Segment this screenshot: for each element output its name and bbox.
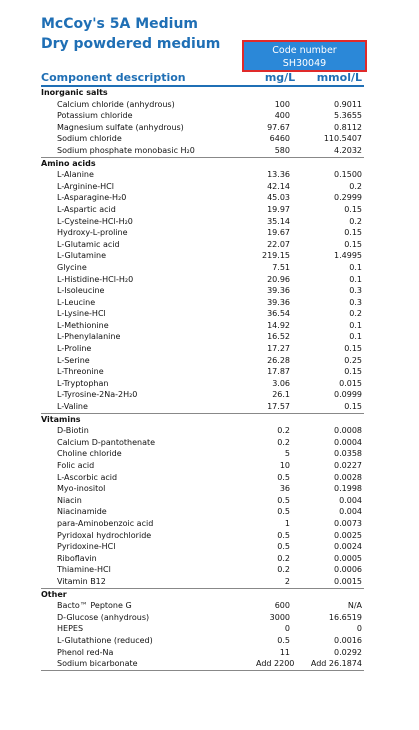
component-name: L-Methionine [57, 320, 109, 330]
table-row [41, 216, 364, 228]
mg-per-l-value: 0.5 [277, 635, 290, 645]
mmol-per-l-value: 0.2 [349, 216, 362, 226]
table-row [41, 169, 364, 181]
mg-per-l-value: 0.2 [277, 553, 290, 563]
section-title: Vitamins [41, 413, 364, 426]
mg-per-l-value: 6460 [269, 134, 290, 144]
mmol-per-l-value: 0.2999 [334, 193, 362, 203]
table-row [41, 297, 364, 309]
component-name: L-Phenylalanine [57, 332, 121, 342]
mmol-per-l-value: 0.0005 [334, 553, 362, 563]
mg-per-l-value: 36 [279, 484, 290, 494]
mg-per-l-value: 600 [274, 601, 290, 611]
table-row [41, 343, 364, 355]
mmol-per-l-value: 0.15 [344, 367, 362, 377]
component-table [41, 87, 364, 671]
table-row [41, 378, 364, 390]
table-row [41, 635, 364, 647]
mg-per-l-value: 17.27 [267, 344, 290, 354]
mg-per-l-value: 19.97 [267, 204, 290, 214]
mmol-per-l-value: 0.25 [344, 355, 362, 365]
component-name: Calcium D-pantothenate [57, 437, 156, 447]
component-name: Potassium chloride [57, 111, 133, 121]
table-row [41, 227, 364, 239]
component-name: L-Lysine-HCl [57, 309, 106, 319]
table-row [41, 133, 364, 145]
mmol-per-l-value: 0.1998 [334, 484, 362, 494]
mg-per-l-value: 0.2 [277, 426, 290, 436]
mmol-per-l-value: 0.004 [339, 507, 362, 517]
table-row [41, 541, 364, 553]
component-name: Vitamin B12 [57, 576, 106, 586]
table-row [41, 285, 364, 297]
table-row [41, 204, 364, 216]
component-name: Thiamine-HCl [57, 565, 111, 575]
mmol-per-l-value: 0.0292 [334, 647, 362, 657]
column-header-description: Component description [41, 71, 186, 84]
mmol-per-l-value: 0.0004 [334, 437, 362, 447]
table-row [41, 145, 364, 157]
mmol-per-l-value: 0.2 [349, 181, 362, 191]
component-name: para-Aminobenzoic acid [57, 518, 154, 528]
table-row [41, 506, 364, 518]
table-row [41, 564, 364, 576]
mg-per-l-value: 26.1 [272, 390, 290, 400]
component-name: Sodium phosphate monobasic H₂0 [57, 145, 195, 155]
mmol-per-l-value: 0.0006 [334, 565, 362, 575]
mg-per-l-value: 5 [284, 449, 290, 459]
mg-per-l-value: 10 [279, 461, 290, 470]
mg-per-l-value: 400 [274, 111, 290, 121]
table-row [41, 612, 364, 624]
component-name: Sodium chloride [57, 134, 122, 144]
mg-per-l-value: 17.57 [267, 402, 290, 412]
table-row [41, 239, 364, 251]
mg-per-l-value: 97.67 [267, 122, 290, 132]
mg-per-l-value: 7.51 [272, 262, 290, 272]
component-name: Hydroxy-L-proline [57, 228, 128, 238]
mmol-per-l-value: 0 [356, 624, 362, 634]
mg-per-l-value: 219.15 [262, 251, 290, 261]
table-row [41, 623, 364, 635]
mmol-per-l-value: 110.5407 [323, 134, 362, 144]
mg-per-l-value: 3000 [269, 612, 290, 622]
component-name: L-Cysteine-HCl-H₂0 [57, 216, 133, 226]
mg-per-l-value: 0.5 [277, 472, 290, 482]
mg-per-l-value: 45.03 [267, 193, 290, 203]
component-name: L-Tryptophan [57, 378, 109, 388]
mg-per-l-value: 1 [284, 518, 290, 528]
mmol-per-l-value: 5.3655 [334, 111, 362, 121]
mmol-per-l-value: 0.0025 [334, 530, 362, 540]
component-name: Sodium bicarbonate [57, 659, 138, 669]
table-row [41, 110, 364, 122]
table-row [41, 99, 364, 111]
section-title: Amino acids [41, 157, 364, 170]
mmol-per-l-value: 0.15 [344, 344, 362, 354]
table-row [41, 530, 364, 542]
component-name: D-Glucose (anhydrous) [57, 612, 150, 622]
mmol-per-l-value: 0.0028 [334, 472, 362, 482]
component-name: Choline chloride [57, 449, 122, 459]
column-header-mmol: mmol/L [316, 71, 362, 84]
mg-per-l-value: 16.52 [267, 332, 290, 342]
mmol-per-l-value: 0.8112 [334, 122, 362, 132]
mmol-per-l-value: 0.1 [349, 332, 362, 342]
mg-per-l-value: 11 [279, 647, 290, 657]
table-row [41, 576, 364, 588]
component-name: L-Alanine [57, 170, 94, 180]
component-name: Calcium chloride (anhydrous) [57, 99, 175, 109]
mmol-per-l-value: 0.0015 [334, 576, 362, 586]
component-name: L-Tyrosine-2Na-2H₂0 [57, 390, 138, 400]
component-name: Niacinamide [57, 507, 107, 517]
component-name: Glycine [57, 262, 87, 272]
table-row [41, 262, 364, 274]
table-row [41, 401, 364, 413]
mmol-per-l-value: 0.15 [344, 239, 362, 249]
component-name: L-Glutathione (reduced) [57, 635, 153, 645]
mg-per-l-value: 580 [274, 145, 290, 155]
mmol-per-l-value: 0.15 [344, 204, 362, 214]
mg-per-l-value: 3.06 [272, 378, 290, 388]
component-name: L-Glutamic acid [57, 239, 120, 249]
mg-per-l-value: 39.36 [267, 297, 290, 307]
component-name: Phenol red-Na [57, 647, 114, 657]
component-name: HEPES [57, 624, 84, 634]
table-row [41, 553, 364, 565]
mg-per-l-value: 17.87 [267, 367, 290, 377]
component-name: L-Isoleucine [57, 286, 105, 296]
mg-per-l-value: 0.5 [277, 530, 290, 540]
mg-per-l-value: 14.92 [267, 320, 290, 330]
component-name: L-Asparagine-H₂0 [57, 193, 127, 203]
component-name: L-Serine [57, 355, 90, 365]
mg-per-l-value: 100 [274, 99, 290, 109]
table-row [41, 122, 364, 134]
table-row [41, 181, 364, 193]
mmol-per-l-value: 0.0024 [334, 542, 362, 552]
table-row [41, 425, 364, 437]
mg-per-l-value: 0.2 [277, 565, 290, 575]
mmol-per-l-value: 0.004 [339, 495, 362, 505]
mmol-per-l-value: 0.1 [349, 320, 362, 330]
component-name: L-Glutamine [57, 251, 107, 261]
mg-per-l-value: 39.36 [267, 286, 290, 296]
component-name: Riboflavin [57, 553, 97, 563]
component-name: Folic acid [57, 461, 95, 470]
table-row [41, 518, 364, 530]
component-name: Myo-inositol [57, 484, 106, 494]
mg-per-l-value: 0.5 [277, 495, 290, 505]
mmol-per-l-value: 0.0358 [334, 449, 362, 459]
component-name: L-Aspartic acid [57, 204, 116, 214]
mmol-per-l-value: 0.015 [339, 378, 362, 388]
mg-per-l-value: Add 2200 [256, 659, 295, 669]
table-row [41, 448, 364, 460]
mmol-per-l-value: 0.3 [349, 286, 362, 296]
mmol-per-l-value: 0.1 [349, 262, 362, 272]
component-name: L-Leucine [57, 297, 96, 307]
mg-per-l-value: 35.14 [267, 216, 290, 226]
mmol-per-l-value: 0.3 [349, 297, 362, 307]
table-row [41, 647, 364, 659]
section-title: Other [41, 588, 364, 601]
table-row [41, 274, 364, 286]
mg-per-l-value: 2 [284, 576, 290, 586]
mg-per-l-value: 26.28 [267, 355, 290, 365]
mg-per-l-value: 0.5 [277, 542, 290, 552]
component-name: L-Ascorbic acid [57, 472, 118, 482]
table-row [41, 472, 364, 484]
section-title: Inorganic salts [41, 88, 108, 97]
component-name: Pyridoxine-HCl [57, 542, 116, 552]
mmol-per-l-value: Add 26.1874 [310, 659, 362, 669]
table-row [41, 355, 364, 367]
code-number-box [242, 40, 367, 72]
mg-per-l-value: 22.07 [267, 239, 290, 249]
mmol-per-l-value: 0.1 [349, 274, 362, 284]
mg-per-l-value: 0.2 [277, 437, 290, 447]
table-row [41, 331, 364, 343]
table-row [41, 366, 364, 378]
mmol-per-l-value: 0.0227 [334, 461, 362, 470]
mmol-per-l-value: 0.15 [344, 228, 362, 238]
code-number-value: SH30049 [282, 58, 327, 69]
mg-per-l-value: 19.67 [267, 228, 290, 238]
table-row [41, 495, 364, 507]
component-name: Bacto™ Peptone G [57, 601, 132, 611]
table-row [41, 308, 364, 320]
mmol-per-l-value: 0.0073 [334, 518, 362, 528]
mmol-per-l-value: 0.2 [349, 309, 362, 319]
mmol-per-l-value: 16.6519 [328, 612, 362, 622]
mg-per-l-value: 0 [284, 624, 290, 634]
mmol-per-l-value: 1.4995 [334, 251, 362, 261]
page-subtitle: Dry powdered medium [41, 36, 221, 52]
mmol-per-l-value: 0.0016 [334, 635, 362, 645]
component-name: D-Biotin [57, 426, 89, 436]
mg-per-l-value: 13.36 [267, 170, 290, 180]
mg-per-l-value: 42.14 [267, 181, 290, 191]
column-header-mg: mg/L [264, 71, 296, 84]
mg-per-l-value: 36.54 [267, 309, 290, 319]
code-number-label: Code number [272, 45, 337, 56]
mmol-per-l-value: 0.0008 [334, 426, 362, 436]
component-name: L-Threonine [57, 367, 104, 377]
mmol-per-l-value: N/A [347, 601, 362, 611]
table-bottom-divider [41, 670, 364, 671]
table-row [41, 600, 364, 612]
table-row [41, 460, 364, 472]
table-row [41, 389, 364, 401]
component-name: Niacin [57, 495, 82, 505]
table-row [41, 192, 364, 204]
component-name: L-Valine [57, 402, 88, 412]
table-row [41, 483, 364, 495]
component-name: L-Arginine-HCl [57, 181, 114, 191]
table-row [41, 250, 364, 262]
table-row [41, 437, 364, 449]
component-name: L-Histidine-HCl-H₂0 [57, 274, 134, 284]
mmol-per-l-value: 0.1500 [334, 170, 362, 180]
mmol-per-l-value: 0.15 [344, 402, 362, 412]
mmol-per-l-value: 4.2032 [334, 145, 362, 155]
component-name: Pyridoxal hydrochloride [57, 530, 152, 540]
mmol-per-l-value: 0.9011 [334, 99, 362, 109]
table-row [41, 658, 364, 670]
mmol-per-l-value: 0.0999 [334, 390, 362, 400]
mg-per-l-value: 20.96 [267, 274, 290, 284]
table-row [41, 320, 364, 332]
page-title: McCoy's 5A Medium [41, 16, 198, 32]
mg-per-l-value: 0.5 [277, 507, 290, 517]
component-name: Magnesium sulfate (anhydrous) [57, 122, 184, 132]
component-name: L-Proline [57, 344, 92, 354]
